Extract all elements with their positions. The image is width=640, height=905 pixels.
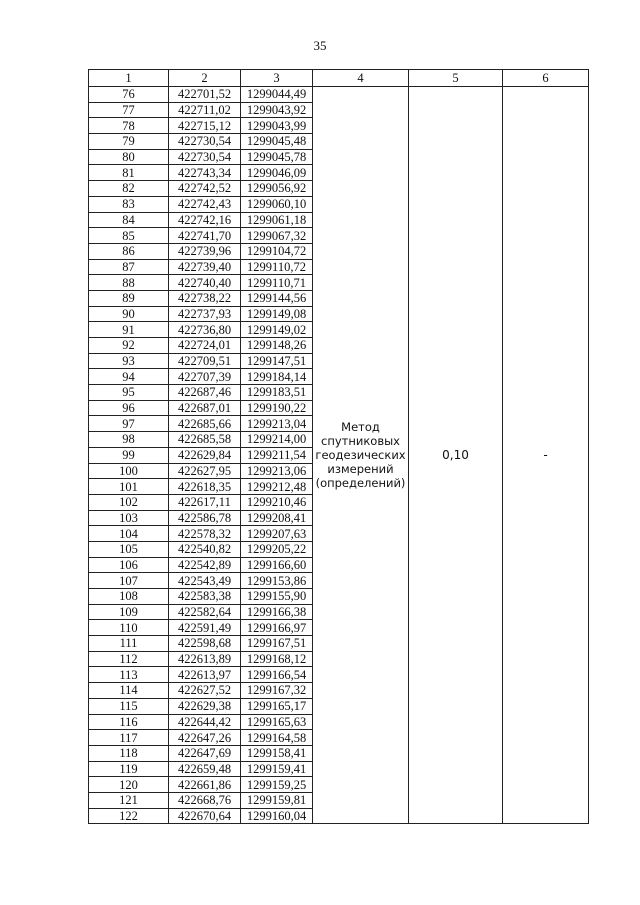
coordinate-x-cell: 422644,42 <box>169 714 241 730</box>
coordinate-y-cell: 1299046,09 <box>241 165 313 181</box>
coordinate-x-cell: 422685,58 <box>169 432 241 448</box>
coordinate-y-cell: 1299160,04 <box>241 808 313 824</box>
method-line: геодезических <box>315 448 406 463</box>
coordinate-y-cell: 1299045,78 <box>241 149 313 165</box>
coordinate-x-cell: 422743,34 <box>169 165 241 181</box>
point-number-cell: 79 <box>89 134 169 150</box>
coordinate-x-cell: 422540,82 <box>169 541 241 557</box>
coordinate-x-cell: 422659,48 <box>169 761 241 777</box>
coordinate-y-cell: 1299166,54 <box>241 667 313 683</box>
method-line: измерений <box>327 462 394 477</box>
coordinate-y-cell: 1299056,92 <box>241 181 313 197</box>
coordinate-x-cell: 422586,78 <box>169 510 241 526</box>
header-col-2: 2 <box>169 70 241 87</box>
point-number-cell: 120 <box>89 777 169 793</box>
coordinate-x-cell: 422613,97 <box>169 667 241 683</box>
point-number-cell: 117 <box>89 730 169 746</box>
header-col-3: 3 <box>241 70 313 87</box>
header-col-1: 1 <box>89 70 169 87</box>
coordinate-y-cell: 1299205,22 <box>241 541 313 557</box>
point-number-cell: 84 <box>89 212 169 228</box>
point-number-cell: 94 <box>89 369 169 385</box>
point-number-cell: 111 <box>89 636 169 652</box>
coordinate-y-cell: 1299166,60 <box>241 557 313 573</box>
coordinate-y-cell: 1299155,90 <box>241 589 313 605</box>
coordinate-y-cell: 1299159,81 <box>241 792 313 808</box>
coordinate-y-cell: 1299168,12 <box>241 651 313 667</box>
coordinate-x-cell: 422709,51 <box>169 353 241 369</box>
coordinate-y-cell: 1299166,38 <box>241 604 313 620</box>
coordinate-y-cell: 1299147,51 <box>241 353 313 369</box>
point-number-cell: 113 <box>89 667 169 683</box>
coordinate-y-cell: 1299184,14 <box>241 369 313 385</box>
coordinate-y-cell: 1299166,97 <box>241 620 313 636</box>
point-number-cell: 116 <box>89 714 169 730</box>
coordinate-x-cell: 422583,38 <box>169 589 241 605</box>
coordinate-y-cell: 1299159,41 <box>241 761 313 777</box>
point-number-cell: 96 <box>89 400 169 416</box>
point-number-cell: 104 <box>89 526 169 542</box>
coordinate-x-cell: 422685,66 <box>169 416 241 432</box>
coordinate-x-cell: 422578,32 <box>169 526 241 542</box>
coordinate-x-cell: 422730,54 <box>169 134 241 150</box>
coordinate-y-cell: 1299149,02 <box>241 322 313 338</box>
coordinate-y-cell: 1299043,92 <box>241 102 313 118</box>
point-number-cell: 112 <box>89 651 169 667</box>
point-number-cell: 91 <box>89 322 169 338</box>
point-number-cell: 108 <box>89 589 169 605</box>
point-number-cell: 92 <box>89 338 169 354</box>
coordinate-x-cell: 422617,11 <box>169 494 241 510</box>
point-number-cell: 90 <box>89 306 169 322</box>
coordinate-y-cell: 1299167,32 <box>241 683 313 699</box>
point-number-cell: 88 <box>89 275 169 291</box>
method-line: Метод <box>341 420 380 435</box>
point-number-cell: 114 <box>89 683 169 699</box>
coordinate-x-cell: 422647,69 <box>169 745 241 761</box>
method-line: (определений) <box>315 476 406 491</box>
point-number-cell: 102 <box>89 494 169 510</box>
point-number-cell: 101 <box>89 479 169 495</box>
point-number-cell: 82 <box>89 181 169 197</box>
method-line: спутниковых <box>321 434 400 449</box>
coordinate-y-cell: 1299212,48 <box>241 479 313 495</box>
point-number-cell: 93 <box>89 353 169 369</box>
note-cell: - <box>503 87 589 824</box>
coordinate-x-cell: 422730,54 <box>169 149 241 165</box>
coordinate-x-cell: 422591,49 <box>169 620 241 636</box>
method-cell <box>313 87 409 824</box>
coordinate-x-cell: 422647,26 <box>169 730 241 746</box>
coordinate-x-cell: 422742,52 <box>169 181 241 197</box>
coordinate-x-cell: 422687,01 <box>169 400 241 416</box>
coordinate-y-cell: 1299148,26 <box>241 338 313 354</box>
coordinate-y-cell: 1299158,41 <box>241 745 313 761</box>
coordinates-table <box>88 69 589 824</box>
point-number-cell: 80 <box>89 149 169 165</box>
coordinate-y-cell: 1299045,48 <box>241 134 313 150</box>
coordinate-y-cell: 1299208,41 <box>241 510 313 526</box>
coordinate-x-cell: 422707,39 <box>169 369 241 385</box>
coordinate-y-cell: 1299110,71 <box>241 275 313 291</box>
point-number-cell: 122 <box>89 808 169 824</box>
coordinate-y-cell: 1299211,54 <box>241 447 313 463</box>
coordinate-x-cell: 422724,01 <box>169 338 241 354</box>
coordinate-y-cell: 1299159,25 <box>241 777 313 793</box>
point-number-cell: 106 <box>89 557 169 573</box>
coordinate-y-cell: 1299061,18 <box>241 212 313 228</box>
coordinate-x-cell: 422613,89 <box>169 651 241 667</box>
coordinate-x-cell: 422739,40 <box>169 259 241 275</box>
coordinate-y-cell: 1299167,51 <box>241 636 313 652</box>
coordinate-x-cell: 422711,02 <box>169 102 241 118</box>
coordinate-y-cell: 1299067,32 <box>241 228 313 244</box>
coordinate-x-cell: 422542,89 <box>169 557 241 573</box>
coordinate-y-cell: 1299213,06 <box>241 463 313 479</box>
coordinate-x-cell: 422740,40 <box>169 275 241 291</box>
coordinate-y-cell: 1299165,63 <box>241 714 313 730</box>
coordinate-y-cell: 1299165,17 <box>241 698 313 714</box>
point-number-cell: 110 <box>89 620 169 636</box>
coordinate-x-cell: 422742,43 <box>169 196 241 212</box>
table-body <box>89 87 589 824</box>
coordinate-x-cell: 422670,64 <box>169 808 241 824</box>
point-number-cell: 86 <box>89 243 169 259</box>
coordinate-y-cell: 1299153,86 <box>241 573 313 589</box>
coordinate-x-cell: 422742,16 <box>169 212 241 228</box>
coordinate-x-cell: 422582,64 <box>169 604 241 620</box>
point-number-cell: 118 <box>89 745 169 761</box>
point-number-cell: 105 <box>89 541 169 557</box>
coordinate-x-cell: 422629,84 <box>169 447 241 463</box>
coordinate-y-cell: 1299183,51 <box>241 385 313 401</box>
point-number-cell: 100 <box>89 463 169 479</box>
coordinate-x-cell: 422661,86 <box>169 777 241 793</box>
point-number-cell: 76 <box>89 87 169 103</box>
coordinate-y-cell: 1299207,63 <box>241 526 313 542</box>
header-col-5: 5 <box>409 70 503 87</box>
point-number-cell: 119 <box>89 761 169 777</box>
coordinate-y-cell: 1299214,00 <box>241 432 313 448</box>
coordinate-x-cell: 422741,70 <box>169 228 241 244</box>
point-number-cell: 81 <box>89 165 169 181</box>
point-number-cell: 83 <box>89 196 169 212</box>
coordinate-x-cell: 422738,22 <box>169 290 241 306</box>
coordinate-y-cell: 1299043,99 <box>241 118 313 134</box>
coordinate-x-cell: 422629,38 <box>169 698 241 714</box>
point-number-cell: 97 <box>89 416 169 432</box>
coordinate-y-cell: 1299190,22 <box>241 400 313 416</box>
coordinate-x-cell: 422618,35 <box>169 479 241 495</box>
coordinate-x-cell: 422543,49 <box>169 573 241 589</box>
table-row <box>89 87 589 103</box>
accuracy-cell: 0,10 <box>409 87 503 824</box>
point-number-cell: 103 <box>89 510 169 526</box>
coordinate-y-cell: 1299213,04 <box>241 416 313 432</box>
coordinate-y-cell: 1299144,56 <box>241 290 313 306</box>
coordinate-x-cell: 422739,96 <box>169 243 241 259</box>
point-number-cell: 85 <box>89 228 169 244</box>
header-row <box>89 70 589 87</box>
coordinate-x-cell: 422627,52 <box>169 683 241 699</box>
point-number-cell: 98 <box>89 432 169 448</box>
point-number-cell: 99 <box>89 447 169 463</box>
point-number-cell: 77 <box>89 102 169 118</box>
point-number-cell: 107 <box>89 573 169 589</box>
point-number-cell: 109 <box>89 604 169 620</box>
coordinate-y-cell: 1299210,46 <box>241 494 313 510</box>
coordinate-y-cell: 1299110,72 <box>241 259 313 275</box>
page-number: 35 <box>313 38 327 53</box>
point-number-cell: 78 <box>89 118 169 134</box>
coordinate-y-cell: 1299060,10 <box>241 196 313 212</box>
point-number-cell: 89 <box>89 290 169 306</box>
coordinate-x-cell: 422715,12 <box>169 118 241 134</box>
header-col-4: 4 <box>313 70 409 87</box>
point-number-cell: 95 <box>89 385 169 401</box>
point-number-cell: 121 <box>89 792 169 808</box>
coordinate-x-cell: 422598,68 <box>169 636 241 652</box>
coordinate-y-cell: 1299104,72 <box>241 243 313 259</box>
coordinate-y-cell: 1299044,49 <box>241 87 313 103</box>
point-number-cell: 87 <box>89 259 169 275</box>
header-col-6: 6 <box>503 70 589 87</box>
coordinate-x-cell: 422736,80 <box>169 322 241 338</box>
coordinate-x-cell: 422668,76 <box>169 792 241 808</box>
coordinate-x-cell: 422687,46 <box>169 385 241 401</box>
point-number-cell: 115 <box>89 698 169 714</box>
coordinate-y-cell: 1299149,08 <box>241 306 313 322</box>
coordinate-x-cell: 422627,95 <box>169 463 241 479</box>
coordinate-x-cell: 422737,93 <box>169 306 241 322</box>
coordinate-x-cell: 422701,52 <box>169 87 241 103</box>
coordinate-y-cell: 1299164,58 <box>241 730 313 746</box>
